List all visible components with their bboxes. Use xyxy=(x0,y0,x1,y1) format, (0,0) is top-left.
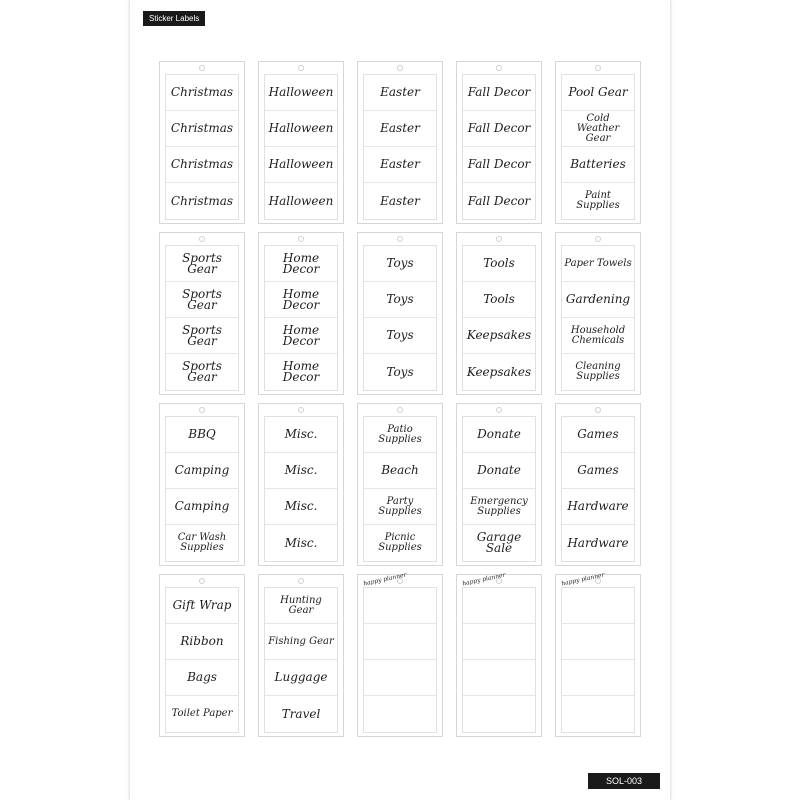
label-tag[interactable] xyxy=(159,232,245,395)
sticker-label[interactable]: Cold Weather Gear xyxy=(562,111,634,147)
label-slots xyxy=(264,74,338,220)
sticker-label[interactable]: Hardware xyxy=(562,489,634,525)
sticker-label[interactable]: Toys xyxy=(364,282,436,318)
label-tag[interactable] xyxy=(159,61,245,224)
sticker-label[interactable]: Easter xyxy=(364,75,436,111)
sticker-label[interactable]: Car Wash Supplies xyxy=(177,532,227,553)
sticker-label[interactable]: Hunting Gear xyxy=(265,588,337,624)
label-tag[interactable] xyxy=(456,61,542,224)
label-slots xyxy=(561,245,635,391)
label-tag[interactable] xyxy=(357,571,443,737)
label-slots xyxy=(165,416,239,562)
hang-hole xyxy=(199,407,205,413)
hang-hole xyxy=(199,65,205,71)
sticker-label[interactable] xyxy=(463,660,535,696)
sticker-label[interactable]: Hardware xyxy=(567,535,629,550)
sticker-label[interactable]: Household Chemicals xyxy=(562,318,634,354)
sticker-label[interactable] xyxy=(364,660,436,696)
hang-hole xyxy=(199,578,205,584)
label-tag[interactable] xyxy=(258,574,344,737)
hang-hole xyxy=(397,407,403,413)
label-slots xyxy=(462,74,536,220)
brand-logo: happy planner xyxy=(461,571,507,588)
label-tag[interactable] xyxy=(357,61,443,224)
label-slots xyxy=(264,416,338,562)
sticker-label[interactable]: Christmas xyxy=(166,75,238,111)
sticker-label[interactable]: Misc. xyxy=(265,489,337,525)
sticker-label[interactable]: Party Supplies xyxy=(364,489,436,525)
sticker-label[interactable]: Toys xyxy=(364,246,436,282)
sticker-label[interactable]: Halloween xyxy=(268,193,334,208)
label-slots xyxy=(462,416,536,562)
sticker-label[interactable]: Home Decor xyxy=(282,359,320,384)
sticker-label[interactable]: Toilet Paper xyxy=(171,708,233,719)
sticker-label[interactable]: Easter xyxy=(380,193,420,208)
sticker-label[interactable]: Fall Decor xyxy=(463,111,535,147)
hang-hole xyxy=(595,65,601,71)
brand-logo: happy planner xyxy=(560,571,606,588)
product-code: SOL-003 xyxy=(588,773,660,789)
sticker-label[interactable]: Misc. xyxy=(284,535,318,550)
sticker-label[interactable]: Home Decor xyxy=(265,246,337,282)
sticker-label[interactable]: Halloween xyxy=(265,147,337,183)
label-tag[interactable] xyxy=(159,403,245,566)
label-slots xyxy=(363,416,437,562)
label-tag[interactable] xyxy=(555,61,641,224)
label-slots xyxy=(462,587,536,733)
sticker-label[interactable]: Batteries xyxy=(562,147,634,183)
label-tag[interactable] xyxy=(555,232,641,395)
sticker-label[interactable]: Gift Wrap xyxy=(166,588,238,624)
label-slots xyxy=(363,74,437,220)
sticker-label[interactable]: Toys xyxy=(364,318,436,354)
hang-hole xyxy=(595,407,601,413)
sticker-label[interactable]: Gardening xyxy=(562,282,634,318)
label-tag[interactable] xyxy=(258,403,344,566)
label-slots xyxy=(462,245,536,391)
hang-hole xyxy=(298,578,304,584)
hang-hole xyxy=(496,65,502,71)
sticker-label[interactable]: Home Decor xyxy=(265,282,337,318)
sticker-label[interactable]: Sports Gear xyxy=(166,318,238,354)
sticker-label[interactable]: Garage Sale xyxy=(476,530,522,555)
sticker-label[interactable] xyxy=(463,588,535,624)
sticker-label[interactable]: Cleaning Supplies xyxy=(575,361,621,382)
sticker-label[interactable] xyxy=(463,696,535,732)
sticker-label[interactable]: Sports Gear xyxy=(166,246,238,282)
sticker-label[interactable]: Fall Decor xyxy=(463,75,535,111)
label-tag[interactable] xyxy=(159,574,245,737)
label-slots xyxy=(264,245,338,391)
label-slots xyxy=(165,245,239,391)
label-slots xyxy=(363,587,437,733)
brand-logo: happy planner xyxy=(362,571,408,588)
sticker-label[interactable]: Easter xyxy=(364,111,436,147)
sticker-label[interactable]: Luggage xyxy=(265,660,337,696)
label-tag[interactable] xyxy=(357,403,443,566)
sticker-label[interactable]: Easter xyxy=(364,147,436,183)
hang-hole xyxy=(298,407,304,413)
sticker-label[interactable]: BBQ xyxy=(166,417,238,453)
sticker-label[interactable]: Beach xyxy=(364,453,436,489)
sticker-label[interactable]: Donate xyxy=(463,417,535,453)
hang-hole xyxy=(298,236,304,242)
sticker-label[interactable]: Christmas xyxy=(166,147,238,183)
sticker-label[interactable]: Halloween xyxy=(265,75,337,111)
sticker-label[interactable]: Misc. xyxy=(265,453,337,489)
label-tag[interactable] xyxy=(357,232,443,395)
label-tag[interactable] xyxy=(456,403,542,566)
hang-hole xyxy=(397,65,403,71)
label-slots xyxy=(561,74,635,220)
sticker-label[interactable] xyxy=(562,660,634,696)
sticker-label[interactable]: Keepsakes xyxy=(466,364,532,379)
sticker-label[interactable]: Bags xyxy=(166,660,238,696)
sticker-label[interactable]: Donate xyxy=(463,453,535,489)
label-tag[interactable] xyxy=(258,232,344,395)
label-tag[interactable] xyxy=(555,571,641,737)
label-tag[interactable] xyxy=(258,61,344,224)
sticker-label[interactable]: Sports Gear xyxy=(166,282,238,318)
sticker-label[interactable] xyxy=(364,588,436,624)
sticker-label[interactable]: Christmas xyxy=(166,111,238,147)
sticker-label[interactable]: Camping xyxy=(166,489,238,525)
sticker-label[interactable]: Keepsakes xyxy=(463,318,535,354)
sticker-label[interactable]: Sports Gear xyxy=(182,359,222,384)
sticker-label[interactable]: Christmas xyxy=(170,193,234,208)
sheet-title: Sticker Labels xyxy=(143,11,205,26)
sticker-label[interactable]: Paint Supplies xyxy=(576,190,620,211)
sticker-label[interactable]: Fall Decor xyxy=(467,193,531,208)
hang-hole xyxy=(496,236,502,242)
label-tag[interactable] xyxy=(456,571,542,737)
label-tag[interactable] xyxy=(456,232,542,395)
hang-hole xyxy=(199,236,205,242)
sticker-label[interactable]: Paper Towels xyxy=(562,246,634,282)
sticker-label[interactable]: Halloween xyxy=(265,111,337,147)
hang-hole xyxy=(298,65,304,71)
sticker-label[interactable]: Camping xyxy=(166,453,238,489)
sticker-label[interactable]: Fishing Gear xyxy=(265,624,337,660)
sticker-label[interactable]: Games xyxy=(562,417,634,453)
label-slots xyxy=(264,587,338,733)
sticker-label[interactable]: Fall Decor xyxy=(463,147,535,183)
sticker-label[interactable] xyxy=(562,588,634,624)
label-slots xyxy=(561,587,635,733)
sticker-label[interactable]: Emergency Supplies xyxy=(463,489,535,525)
label-slots xyxy=(561,416,635,562)
sticker-label[interactable]: Ribbon xyxy=(166,624,238,660)
label-slots xyxy=(363,245,437,391)
sticker-label[interactable]: Pool Gear xyxy=(562,75,634,111)
sticker-label[interactable]: Tools xyxy=(463,246,535,282)
sticker-label[interactable] xyxy=(562,624,634,660)
hang-hole xyxy=(496,407,502,413)
sticker-label[interactable]: Games xyxy=(562,453,634,489)
hang-hole xyxy=(397,236,403,242)
sticker-label[interactable]: Patio Supplies xyxy=(364,417,436,453)
label-tag[interactable] xyxy=(555,403,641,566)
hang-hole xyxy=(595,236,601,242)
label-slots xyxy=(165,587,239,733)
sticker-label[interactable]: Travel xyxy=(281,706,321,721)
sticker-label[interactable]: Toys xyxy=(386,364,414,379)
sticker-label[interactable]: Home Decor xyxy=(265,318,337,354)
sticker-label[interactable]: Picnic Supplies xyxy=(378,532,422,553)
sticker-label[interactable]: Misc. xyxy=(265,417,337,453)
label-slots xyxy=(165,74,239,220)
sticker-label[interactable]: Tools xyxy=(463,282,535,318)
sticker-label[interactable] xyxy=(364,624,436,660)
sticker-label[interactable] xyxy=(463,624,535,660)
sticker-label[interactable] xyxy=(562,696,634,732)
sticker-label[interactable] xyxy=(364,696,436,732)
